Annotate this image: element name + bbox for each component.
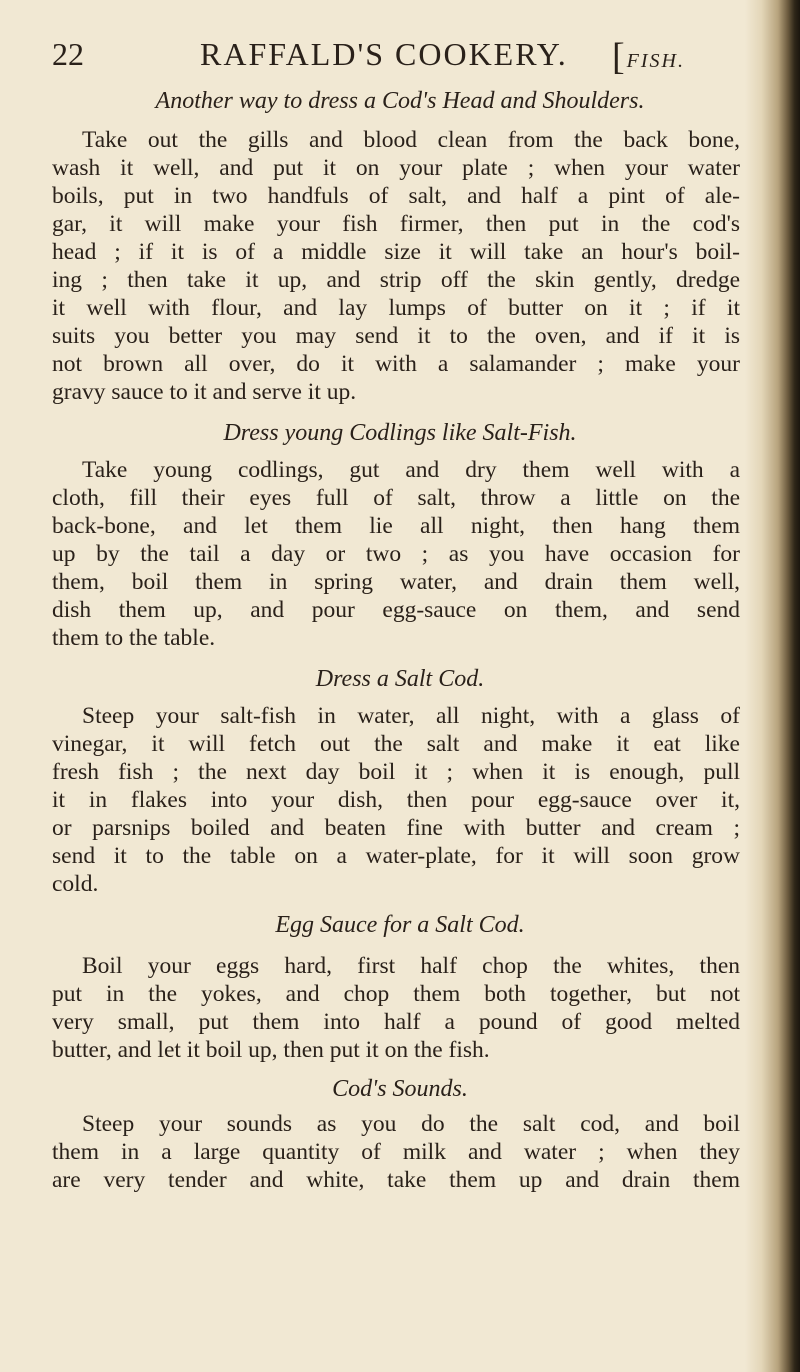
text-line: wash it well, and put it on your plate ; when your water [52, 155, 740, 181]
section-bracket: [ [612, 36, 625, 78]
page-header [52, 36, 740, 84]
text-line: head ; if it is of a middle size it will take an hour's boil- [52, 239, 740, 265]
text-line: fresh fish ; the next day boil it ; when it is enough, pull [52, 759, 740, 785]
text-line: not brown all over, do it with a salamander ; make your [52, 351, 740, 377]
text-line: suits you better you may send it to the oven, and if it is [52, 323, 740, 349]
text-line: up by the tail a day or two ; as you have occasion for [52, 541, 740, 567]
text-line: send it to the table on a water-plate, for it will soon grow [52, 843, 740, 869]
text-line: Steep your sounds as you do the salt cod, and boil [82, 1111, 740, 1137]
text-line: dish them up, and pour egg-sauce on them, and send [52, 597, 740, 623]
text-line: them in a large quantity of milk and water ; when they [52, 1139, 740, 1165]
text-line: it in flakes into your dish, then pour egg-sauce over it, [52, 787, 740, 813]
text-line: them to the table. [52, 625, 216, 651]
text-line: butter, and let it boil up, then put it on the fish. [52, 1037, 490, 1063]
text-line: it well with flour, and lay lumps of butter on it ; if it [52, 295, 740, 321]
recipe-text [52, 952, 740, 1064]
recipe-text [52, 1110, 740, 1194]
text-line: boils, put in two handfuls of salt, and half a pint of ale- [52, 183, 740, 209]
text-line: them, boil them in spring water, and drain them well, [52, 569, 740, 595]
text-line: or parsnips boiled and beaten fine with butter and cream ; [52, 815, 740, 841]
recipe-text [52, 702, 740, 898]
text-line: ing ; then take it up, and strip off the skin gently, dredge [52, 267, 740, 293]
text-line: back-bone, and let them lie all night, then hang them [52, 513, 740, 539]
text-line: Boil your eggs hard, first half chop the whites, then [82, 953, 740, 979]
recipe-heading: Egg Sauce for a Salt Cod. [275, 912, 525, 938]
recipe-text [52, 456, 740, 652]
recipe-heading: Dress young Codlings like Salt-Fish. [223, 420, 577, 446]
recipe-heading: Another way to dress a Cod's Head and Shoulders. [155, 88, 645, 114]
running-head: RAFFALD'S COOKERY. [200, 36, 568, 72]
text-line: Take young codlings, gut and dry them well with a [82, 457, 740, 483]
text-line: gravy sauce to it and serve it up. [52, 379, 357, 405]
text-line: Take out the gills and blood clean from the back bone, [82, 127, 740, 153]
recipe-text [52, 126, 740, 406]
text-line: cold. [52, 871, 99, 897]
page-number: 22 [52, 36, 84, 72]
section-tag [612, 36, 685, 78]
section-label: FISH. [626, 50, 685, 72]
text-line: are very tender and white, take them up and drain them [52, 1167, 740, 1193]
text-line: vinegar, it will fetch out the salt and make it eat like [52, 731, 740, 757]
recipe-heading: Cod's Sounds. [332, 1076, 468, 1102]
recipe-heading: Dress a Salt Cod. [315, 666, 485, 692]
text-line: very small, put them into half a pound of good melted [52, 1009, 740, 1035]
text-line: cloth, fill their eyes full of salt, throw a little on the [52, 485, 740, 511]
text-line: Steep your salt-fish in water, all night, with a glass of [82, 703, 740, 729]
text-line: put in the yokes, and chop them both together, but not [52, 981, 740, 1007]
text-line: gar, it will make your fish firmer, then put in the cod's [52, 211, 740, 237]
